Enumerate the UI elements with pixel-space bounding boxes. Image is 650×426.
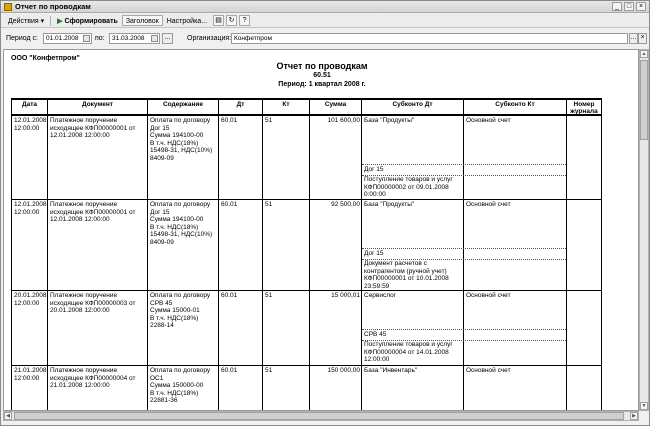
subconto-dt-document: Поступление товаров и услуг КФП00000004 от 14.01.2008 12:00:00 <box>364 341 453 363</box>
subconto-dt-contract: СРВ 45 <box>364 331 387 338</box>
close-button[interactable]: × <box>636 2 646 11</box>
subconto-divider <box>362 329 464 330</box>
subconto-divider <box>463 340 566 341</box>
toolbar <box>1 14 649 28</box>
report-period: Период: 1 квартал 2008 г. <box>278 81 366 88</box>
title-bar <box>1 1 649 13</box>
maximize-button[interactable]: □ <box>624 2 634 11</box>
settings-button[interactable]: Настройка... <box>166 18 208 25</box>
period-select-button[interactable]: ... <box>162 33 173 44</box>
date-cell: 20.01.2008 12:00:00 <box>11 291 48 366</box>
vertical-scroll-thumb[interactable] <box>640 60 648 140</box>
toolbar-separator <box>50 16 51 26</box>
minimize-button[interactable]: _ <box>612 2 622 11</box>
window-title: Отчет по проводкам <box>15 2 91 11</box>
content-cell: Оплата по договору Дог 15 Сумма 194100-00 В т.ч. НДС(18%) 15498-31, НДС(10%) 8409-09 <box>147 116 219 200</box>
calendar-icon[interactable] <box>151 35 158 42</box>
subconto-kt-cell: Основной счет <box>463 200 567 291</box>
horizontal-scroll-thumb[interactable] <box>14 412 624 420</box>
period-to-label: по: <box>95 35 105 42</box>
content-cell: Оплата по договору СРВ 45 Сумма 15000-01 В т.ч. НДС(18%) 2288-14 <box>147 291 219 366</box>
journal-cell <box>566 291 602 366</box>
scroll-down-icon[interactable]: ▼ <box>641 403 647 409</box>
subconto-divider <box>463 259 566 260</box>
subconto-dt-document: Поступление товаров и услуг КФП00000002 от 09.01.2008 0:00:00 <box>364 176 453 198</box>
scroll-right-icon[interactable]: ▶ <box>630 412 638 420</box>
organization-clear-button[interactable]: × <box>638 33 647 44</box>
journal-cell <box>566 116 602 200</box>
document-header: Документ <box>47 98 148 116</box>
subconto-dt-cell <box>361 366 464 411</box>
generate-button[interactable] <box>53 15 122 26</box>
credit-cell: 51 <box>262 366 310 411</box>
subconto-dt-counterparty: База "Продукты" <box>364 117 415 124</box>
scroll-left-icon[interactable]: ◀ <box>4 412 12 420</box>
subconto-dt-contract: Дог 15 <box>364 250 384 257</box>
header-button[interactable]: Заголовок <box>122 15 163 26</box>
actions-menu[interactable]: Действия ▾ <box>8 18 45 25</box>
filter-bar <box>1 29 649 49</box>
subconto-dt-counterparty: Сервислог <box>364 292 397 299</box>
date-to-value: 31.03.2008 <box>112 35 145 42</box>
date-to-input[interactable] <box>109 33 160 44</box>
subconto-dt-cell <box>361 291 464 366</box>
organization-select-button[interactable]: ... <box>629 33 638 44</box>
help-button[interactable]: ? <box>239 15 250 26</box>
debit-cell: 60.01 <box>218 116 263 200</box>
subconto-divider <box>463 248 566 249</box>
subconto-kt-cell: Основной счет <box>463 291 567 366</box>
content-cell: Оплата по договору Дог 15 Сумма 194100-00 В т.ч. НДС(18%) 15498-31, НДС(10%) 8409-09 <box>147 200 219 291</box>
subconto-dt-counterparty: База "Продукты" <box>364 201 415 208</box>
journal-header: Номер журнала <box>566 98 602 116</box>
date-from-value: 01.01.2008 <box>46 35 79 42</box>
sum-cell: 15 000,01 <box>309 291 362 366</box>
subconto-dt-cell <box>361 200 464 291</box>
subconto-divider <box>463 164 566 165</box>
document-cell: Платежное поручение исходящее КФП00000003 от 20.01.2008 12:00:00 <box>47 291 148 366</box>
subconto-divider <box>362 248 464 249</box>
generate-label: Сформировать <box>64 18 118 25</box>
date-cell: 12.01.2008 12:00:00 <box>11 116 48 200</box>
journal-cell <box>566 200 602 291</box>
subconto-dt-document: Документ расчетов с контрагентом (ручной учет) КФП00000001 от 10.01.2008 23:59:59 <box>364 260 449 290</box>
report-title: Отчет по проводкам <box>276 61 368 71</box>
subconto-dt-contract: Дог 15 <box>364 166 384 173</box>
sum-cell: 92 500,00 <box>309 200 362 291</box>
report-account: 60.51 <box>313 72 331 79</box>
subconto-divider <box>463 329 566 330</box>
document-cell: Платежное поручение исходящее КФП00000004 от 21.01.2008 12:00:00 <box>47 366 148 411</box>
credit-cell: 51 <box>262 116 310 200</box>
debit-cell: 60.01 <box>218 366 263 411</box>
subconto-kt-cell: Основной счет <box>463 366 567 411</box>
report-icon <box>4 3 12 11</box>
credit-cell: 51 <box>262 200 310 291</box>
subconto-dt-cell <box>361 116 464 200</box>
date-from-input[interactable] <box>43 33 92 44</box>
document-cell: Платежное поручение исходящее КФП00000001 от 12.01.2008 12:00:00 <box>47 200 148 291</box>
subconto-kt-cell: Основной счет <box>463 116 567 200</box>
horizontal-scrollbar[interactable] <box>3 411 639 421</box>
sum-header: Сумма <box>309 98 362 116</box>
document-cell: Платежное поручение исходящее КФП00000001 от 12.01.2008 12:00:00 <box>47 116 148 200</box>
organization-input[interactable]: Конфетпром <box>231 33 628 44</box>
scroll-up-icon[interactable]: ▲ <box>641 51 647 57</box>
debit-header: Дт <box>218 98 263 116</box>
sum-cell: 150 000,00 <box>309 366 362 411</box>
subconto-dt-counterparty: База "Инвентарь" <box>364 367 418 374</box>
credit-cell: 51 <box>262 291 310 366</box>
journal-cell <box>566 366 602 411</box>
organization-name: ООО "Конфетпром" <box>11 55 80 62</box>
date-cell: 12.01.2008 12:00:00 <box>11 200 48 291</box>
subconto-divider <box>362 164 464 165</box>
subconto-kt-header: Субконто Кт <box>463 98 567 116</box>
debit-cell: 60.01 <box>218 291 263 366</box>
content-header: Содержание <box>147 98 219 116</box>
debit-cell: 60.01 <box>218 200 263 291</box>
subconto-divider <box>463 175 566 176</box>
calendar-icon[interactable] <box>83 35 90 42</box>
vertical-scrollbar[interactable] <box>639 49 649 411</box>
table-right-border <box>601 98 602 116</box>
report-area <box>3 49 639 411</box>
actions-label: Действия <box>8 18 39 25</box>
date-header: Дата <box>11 98 48 116</box>
refresh-icon[interactable]: ↻ <box>226 15 237 26</box>
organization-label: Организация: <box>187 35 232 42</box>
sum-cell: 101 600,00 <box>309 116 362 200</box>
content-cell: Оплата по договору ОС1 Сумма 150000-00 В т.ч. НДС(18%) 22881-36 <box>147 366 219 411</box>
credit-header: Кт <box>262 98 310 116</box>
subconto-dt-header: Субконто Дт <box>361 98 464 116</box>
period-from-label: Период с: <box>6 35 38 42</box>
play-icon: ▶ <box>57 18 63 25</box>
date-cell: 21.01.2008 12:00:00 <box>11 366 48 411</box>
settings-icon[interactable]: ▤ <box>213 15 224 26</box>
